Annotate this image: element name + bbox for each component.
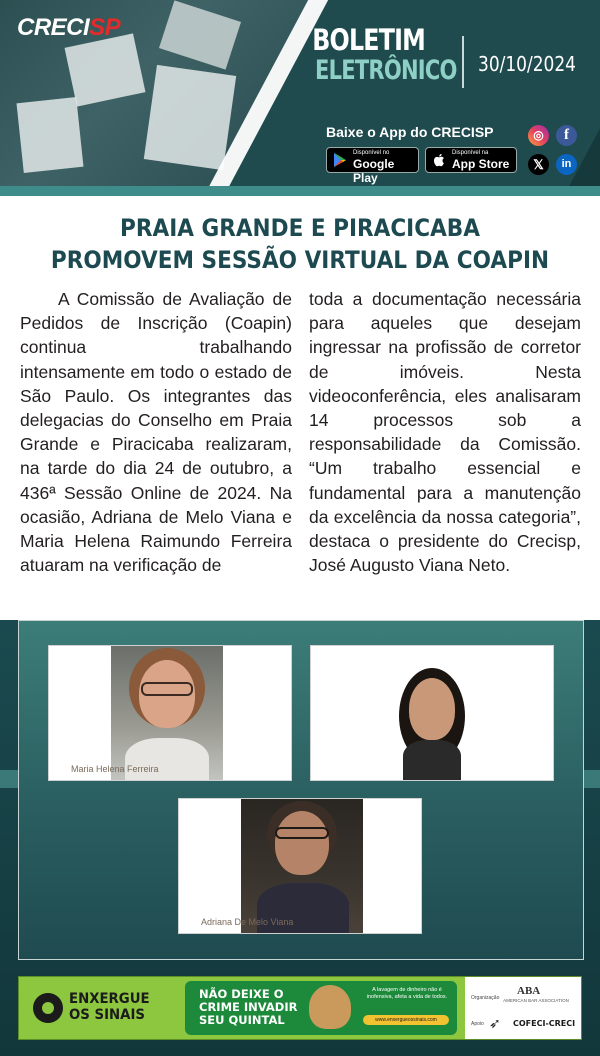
instagram-icon[interactable]: ◎ bbox=[528, 125, 549, 146]
participant-1-name: Maria Helena Ferreira bbox=[71, 764, 159, 774]
article-column-2: toda a documentação necessária para aqueles que desejam ingressar na profissão de corretor de imóveis. Nesta videoconferência, eles analisaram 14 processos sob a responsabilidade da Comissão. “Um trabalho essencial e fundamental para a manutenção da excelência da nossa categoria”, destaca o presidente do Crecisp, José Augusto Viana Neto. bbox=[309, 289, 581, 576]
headline-line1: PRAIA GRANDE E PIRACICABA bbox=[120, 214, 480, 242]
video-tile-participant-1 bbox=[48, 645, 292, 781]
video-tile-participant-3 bbox=[178, 798, 422, 934]
participant-3-camera bbox=[241, 799, 363, 933]
linkedin-icon[interactable]: in bbox=[556, 154, 577, 175]
app-store-badge[interactable] bbox=[425, 147, 517, 173]
participant-1-camera bbox=[111, 646, 223, 780]
bulletin-title-line2: ELETRÔNICO bbox=[314, 55, 457, 86]
campaign-small-text: A lavagem de dinheiro não é inofensiva, afeta a vida de todos. bbox=[366, 987, 448, 1000]
apple-icon bbox=[431, 152, 447, 168]
issue-date: 30/10/2024 bbox=[478, 52, 576, 76]
newsletter-header bbox=[0, 0, 600, 196]
facebook-icon[interactable]: f bbox=[556, 125, 577, 146]
aba-subtitle: AMERICAN BAR ASSOCIATION bbox=[503, 998, 569, 1003]
google-play-badge[interactable] bbox=[326, 147, 419, 185]
article-headline bbox=[0, 212, 600, 276]
campaign-brand-line1: ENXERGUE bbox=[69, 991, 150, 1007]
participant-3-name: Adriana De Melo Viana bbox=[201, 917, 294, 927]
slogan-line3: SEU QUINTAL bbox=[199, 1013, 285, 1027]
x-icon[interactable]: 𝕏 bbox=[528, 154, 549, 175]
campaign-brand-line2: OS SINAIS bbox=[69, 1007, 145, 1023]
headline-line2: PROMOVEM SESSÃO VIRTUAL DA COAPIN bbox=[50, 246, 550, 274]
app-download-label: Baixe o App do CRECISP bbox=[326, 124, 494, 140]
campaign-banner[interactable] bbox=[18, 976, 582, 1040]
logo-text-sp: SP bbox=[89, 14, 121, 41]
cofeci-logo: COFECI-CRECI bbox=[513, 1019, 576, 1028]
header-bottom-band bbox=[0, 186, 600, 196]
google-play-label: Google Play bbox=[353, 157, 395, 185]
campaign-slogan bbox=[199, 988, 297, 1027]
organizer-label: Organização bbox=[471, 995, 500, 1001]
cofeci-bird-icon: ➶ bbox=[489, 1015, 501, 1031]
bulletin-title-line1: BOLETIM bbox=[312, 23, 425, 57]
logo-text-creci: CRECI bbox=[17, 14, 90, 41]
mascot-illustration bbox=[309, 985, 351, 1029]
campaign-brand bbox=[69, 991, 150, 1023]
campaign-url[interactable]: www.enxergueossinais.com bbox=[363, 1015, 449, 1025]
slogan-line1: NÃO DEIXE O bbox=[199, 987, 284, 1001]
aba-logo: ABA bbox=[517, 985, 541, 997]
google-play-small-text: Disponível no bbox=[353, 150, 390, 156]
bulletin-title bbox=[300, 23, 457, 86]
slogan-line2: CRIME INVADIR bbox=[199, 1000, 298, 1014]
support-label: Apoio bbox=[471, 1021, 484, 1027]
title-divider bbox=[462, 36, 464, 88]
video-tile-participant-2 bbox=[310, 645, 554, 781]
article-column-1: A Comissão de Avaliação de Pedidos de Inscrição (Coapin) continua trabalhando intensamente em todo o estado de São Paulo. Os integrantes das delegacias do Conselho em Praia Grande e Piracicaba realizaram, na tarde do dia 24 de outubro, a 436ª Sessão Online de 2024. Na ocasião, Adriana de Melo Viana e Maria Helena Raimundo Ferreira atuaram na verificação de bbox=[20, 289, 292, 576]
eye-icon bbox=[33, 993, 63, 1023]
app-store-small-text: Disponível na bbox=[452, 150, 489, 156]
app-store-label: App Store bbox=[452, 157, 510, 171]
google-play-icon bbox=[332, 152, 348, 168]
crecisp-logo bbox=[17, 14, 120, 42]
